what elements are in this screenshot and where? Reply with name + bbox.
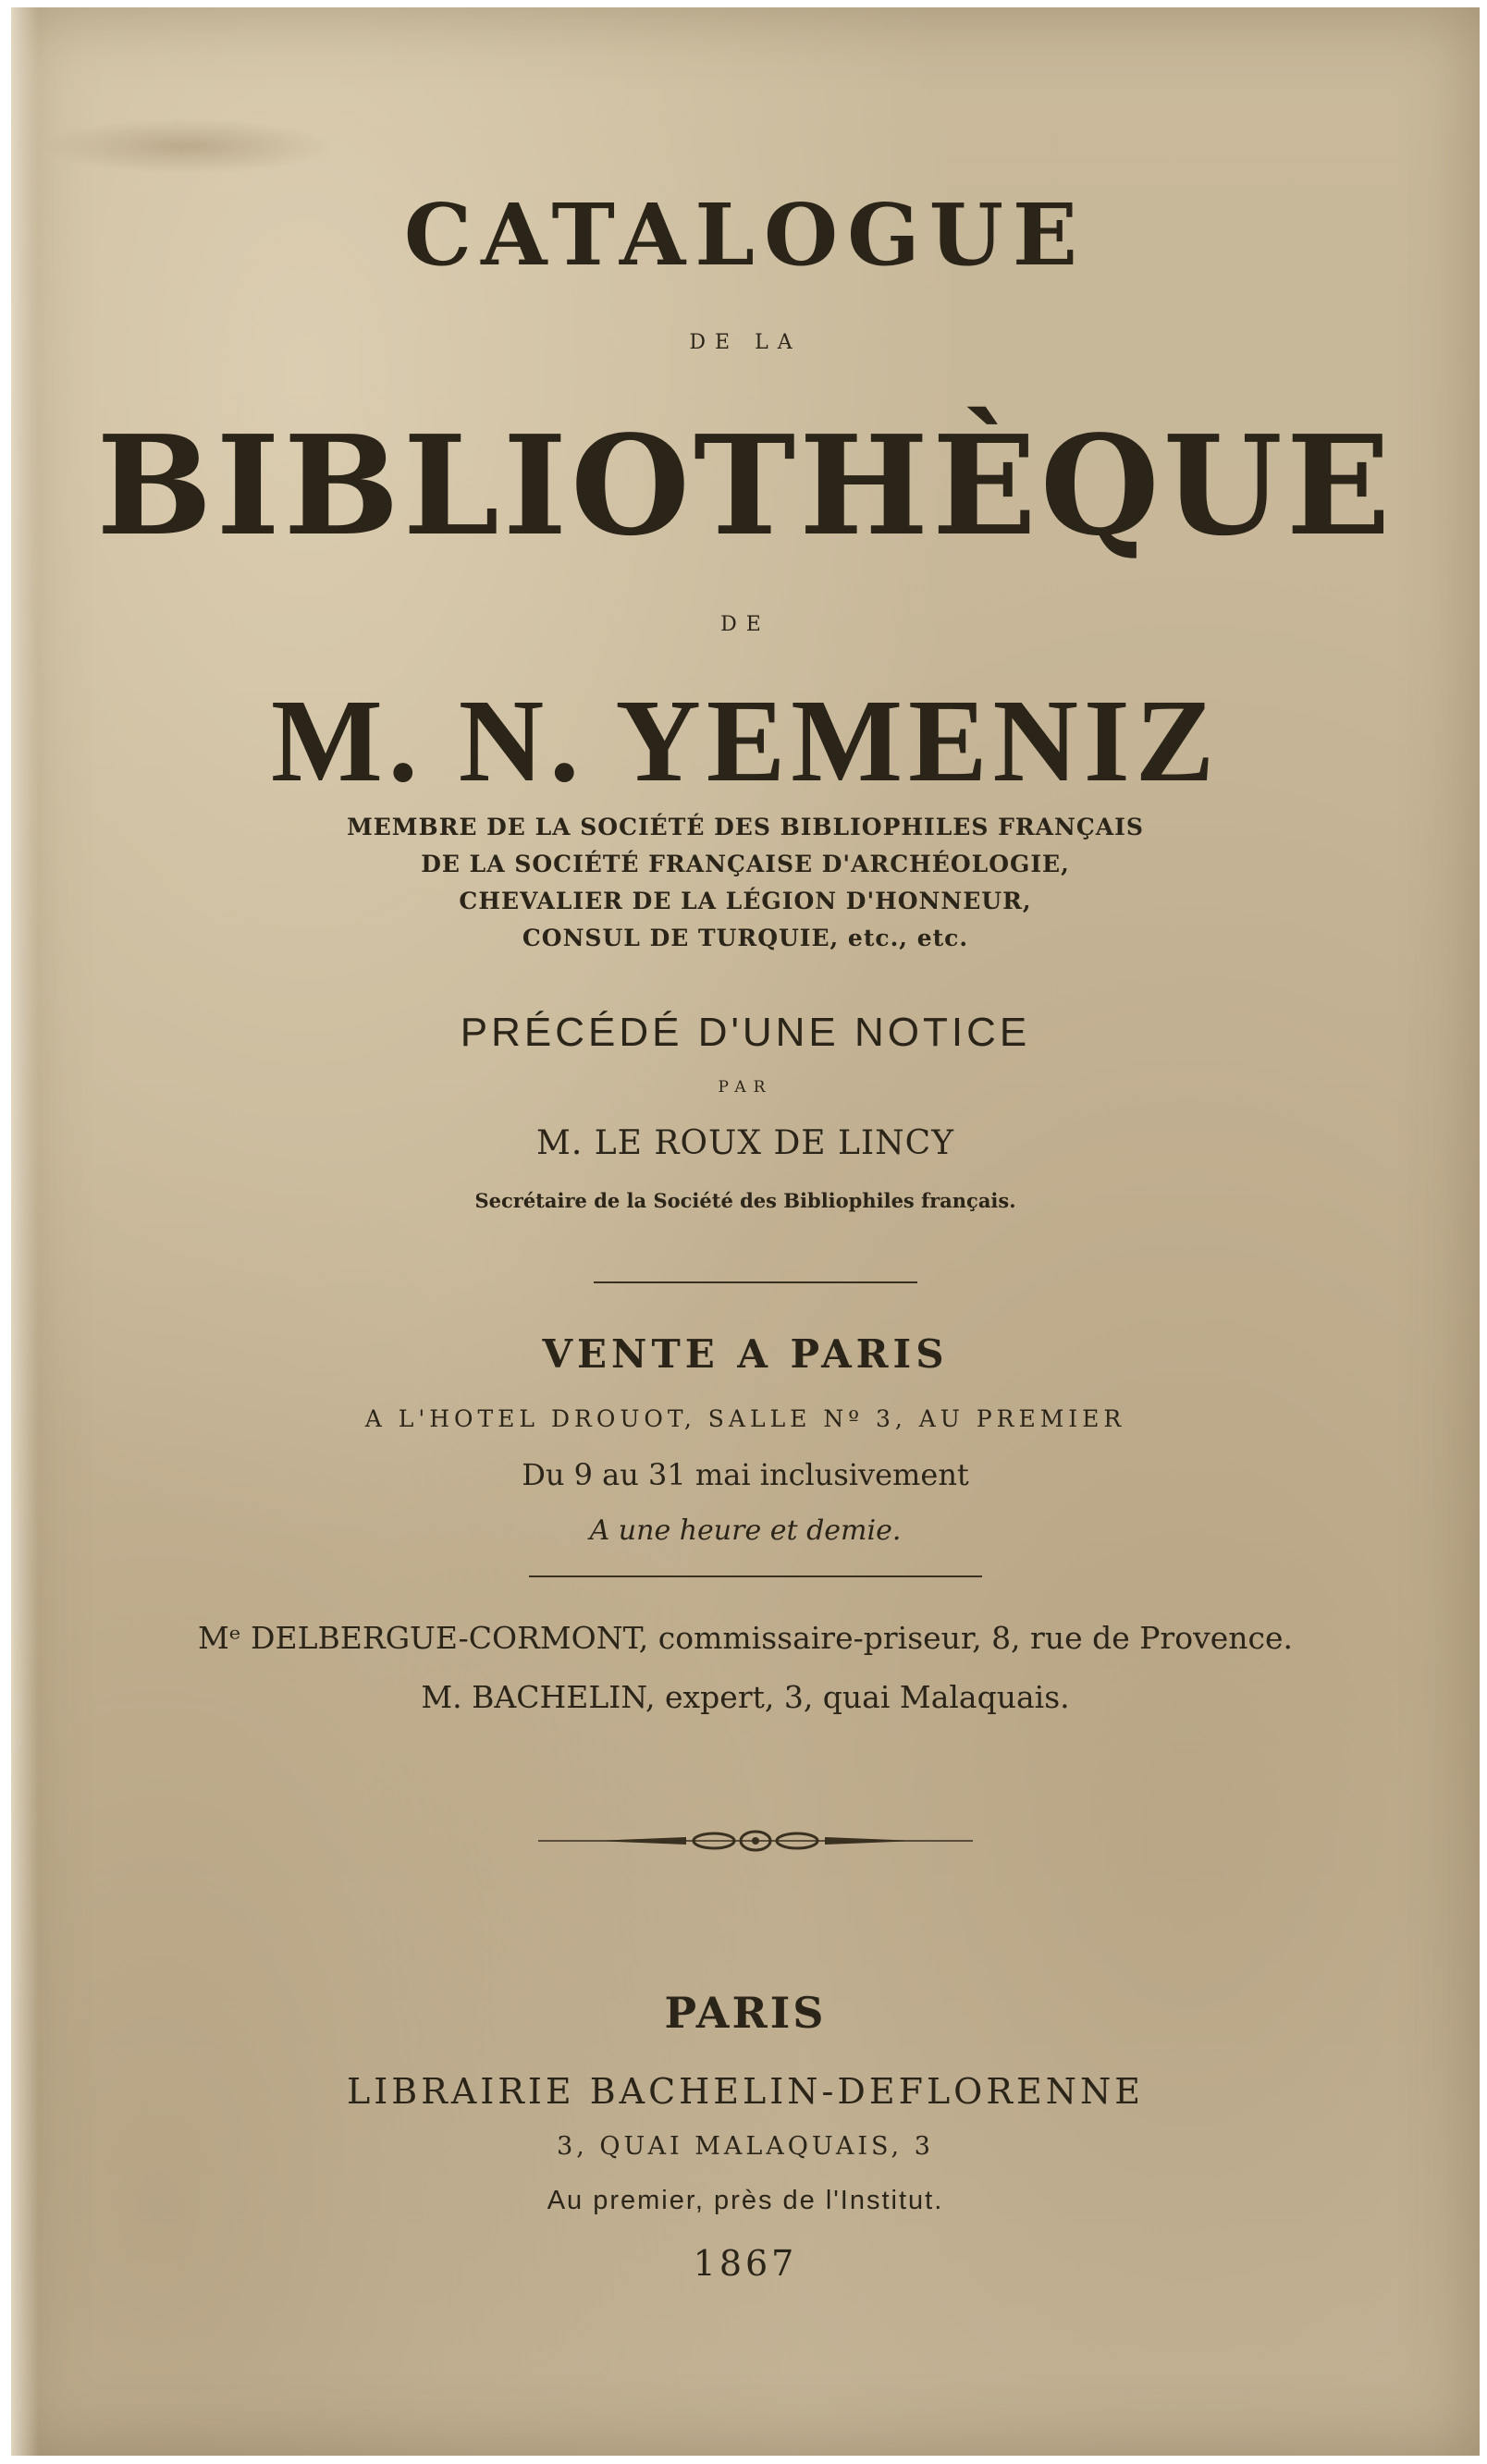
notice-author: M. LE ROUX DE LINCY	[536, 1124, 954, 1162]
owner-name: M. N. YEMENIZ	[270, 675, 1221, 806]
publisher-name: LIBRAIRIE BACHELIN-DEFLORENNE	[347, 2071, 1144, 2112]
imprint-city: PARIS	[664, 1988, 827, 2038]
de-la-text: DE LA	[689, 331, 802, 354]
membership-line-3: CHEVALIER DE LA LÉGION D'HONNEUR,	[459, 888, 1032, 914]
precede-notice: PRÉCÉDÉ D'UNE NOTICE	[460, 1010, 1031, 1055]
sale-time: A une heure et demie.	[589, 1514, 902, 1547]
sale-heading: VENTE A PARIS	[542, 1331, 949, 1377]
publisher-address: 3, QUAI MALAQUAIS, 3	[557, 2132, 934, 2161]
membership-line-4: CONSUL DE TURQUIE, etc., etc.	[522, 925, 969, 951]
membership-line-2: DE LA SOCIÉTÉ FRANÇAISE D'ARCHÉOLOGIE,	[421, 851, 1070, 877]
catalogue-heading: CATALOGUE	[403, 185, 1088, 285]
divider-rule	[529, 1575, 982, 1577]
membership-line-1: MEMBRE DE LA SOCIÉTÉ DES BIBLIOPHILES FRANÇAIS	[347, 814, 1144, 840]
ornament-divider	[538, 1827, 973, 1855]
bibliotheque-heading: BIBLIOTHÈQUE	[96, 405, 1395, 566]
par-text: PAR	[718, 1078, 773, 1097]
title-page	[11, 7, 1480, 2456]
paper-stain	[39, 118, 335, 174]
expert-line: M. BACHELIN, expert, 3, quai Malaquais.	[421, 1679, 1070, 1715]
de-text: DE	[720, 613, 770, 636]
publication-year: 1867	[693, 2243, 798, 2284]
publisher-location: Au premier, près de l'Institut.	[547, 2186, 944, 2215]
author-title: Secrétaire de la Société des Bibliophiles français.	[474, 1189, 1016, 1212]
sale-dates: Du 9 au 31 mai inclusivement	[522, 1457, 969, 1492]
auctioneer-line: Mᵉ DELBERGUE-CORMONT, commissaire-priseur, 8, rue de Provence.	[197, 1620, 1294, 1656]
sale-venue: A L'HOTEL DROUOT, SALLE Nº 3, AU PREMIER	[364, 1405, 1126, 1432]
divider-rule	[594, 1281, 917, 1283]
